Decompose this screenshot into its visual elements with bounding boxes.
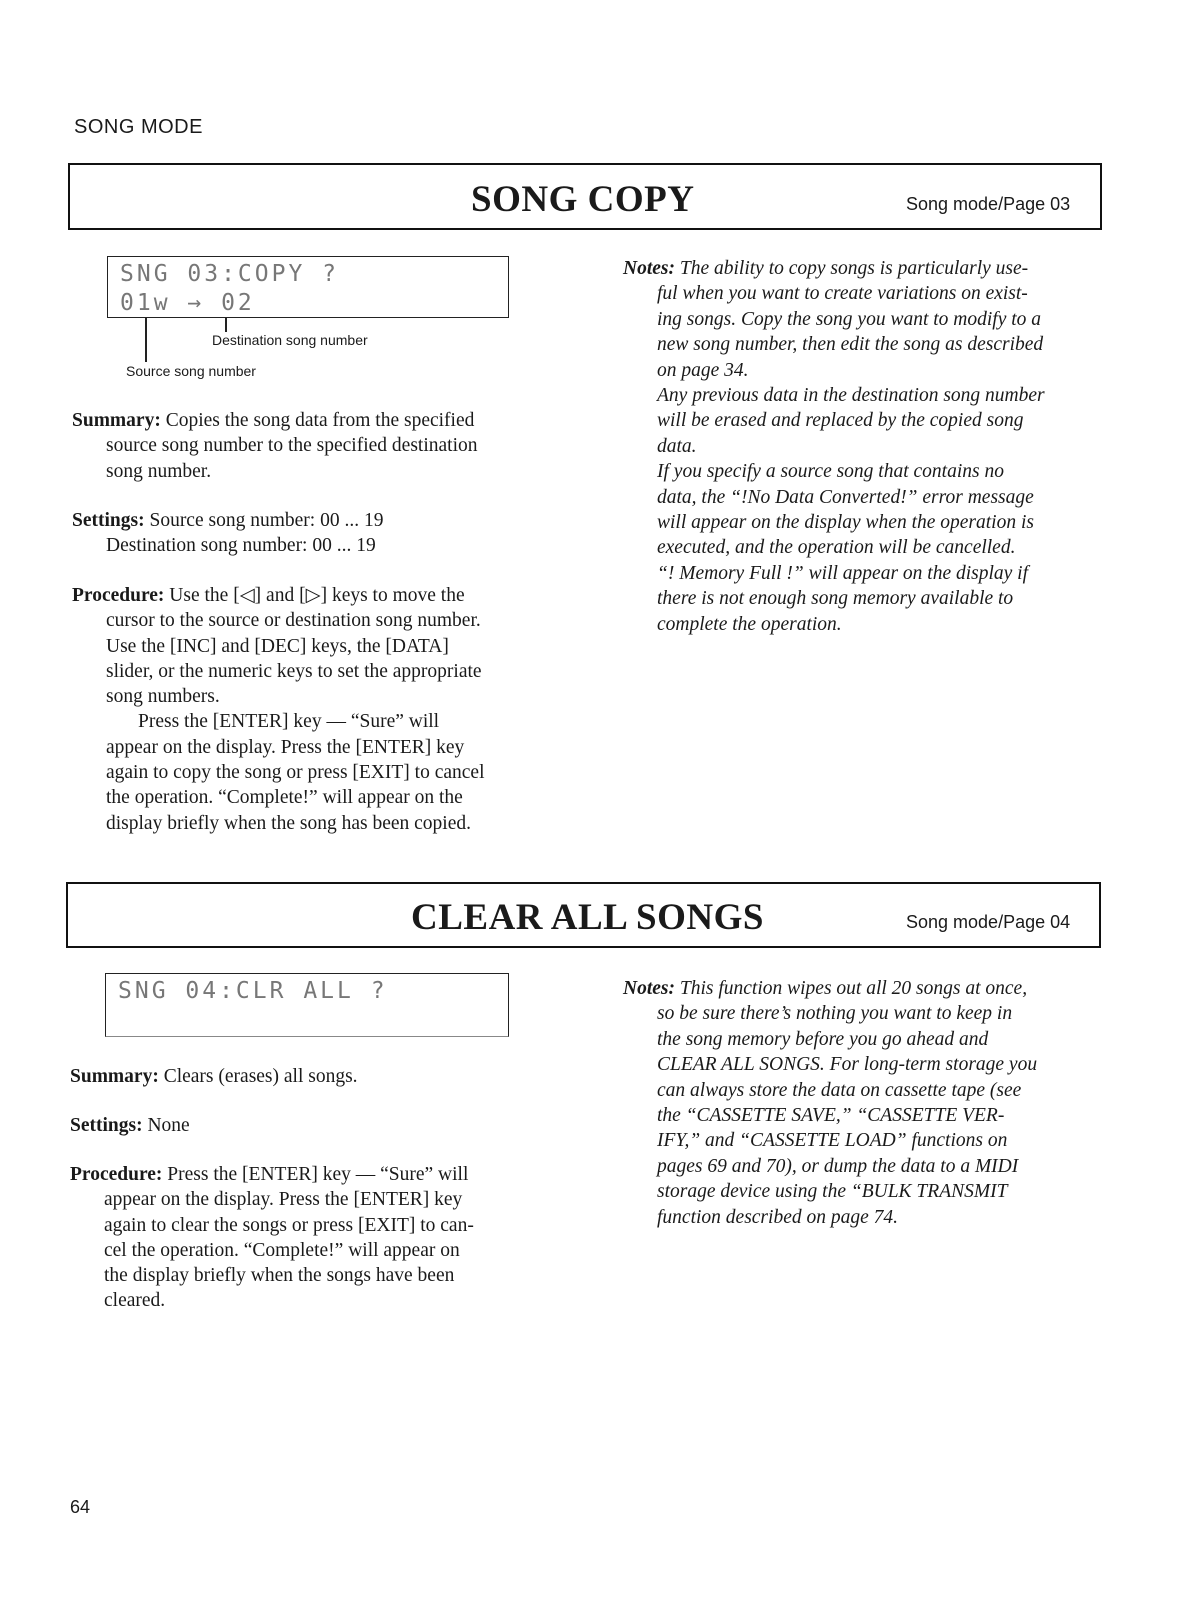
notes-line-5: Any previous data in the destination song number <box>657 385 1045 407</box>
running-header: SONG MODE <box>74 116 203 138</box>
lcd-line-2: 01w → 02 <box>120 290 255 316</box>
settings-line-1: Source song number: 00 ... 19 <box>149 510 384 531</box>
notes-line-8: If you specify a source song that contains no <box>657 461 1004 483</box>
summary-text: Clears (erases) all songs. <box>163 1066 358 1087</box>
notes-line-1: ful when you want to create variations on exist- <box>657 283 1028 305</box>
page-number: 64 <box>70 1497 91 1517</box>
procedure-line-1: appear on the display. Press the [ENTER] key <box>104 1189 463 1211</box>
procedure-line-8: again to copy the song or press [EXIT] to cancel <box>106 762 485 784</box>
lcd-line-1: SNG 03:COPY ? <box>120 261 340 287</box>
clear-all-page-ref: Song mode/Page 04 <box>906 912 1071 932</box>
song-copy-notes <box>623 256 1095 637</box>
song-copy-procedure <box>72 583 552 836</box>
procedure-line-6: Press the [ENTER] key — “Sure” will <box>138 711 440 733</box>
settings-label: Settings: <box>70 1115 143 1136</box>
notes-line-10: will appear on the display when the operation is <box>657 512 1034 534</box>
song-copy-title: SONG COPY <box>471 179 695 220</box>
procedure-label: Procedure: <box>70 1164 163 1185</box>
notes-line-6: IFY,” and “CASSETTE LOAD” functions on <box>657 1130 1008 1152</box>
procedure-line-9: the operation. “Complete!” will appear on the <box>106 787 463 809</box>
procedure-line-5: song numbers. <box>106 686 220 708</box>
settings-text: None <box>147 1115 190 1136</box>
source-callout-line <box>145 318 147 362</box>
clear-all-notes <box>623 976 1095 1230</box>
notes-label: Notes: <box>623 258 675 279</box>
notes-line-5: the “CASSETTE SAVE,” “CASSETTE VER- <box>657 1105 1005 1127</box>
destination-callout-line <box>225 318 227 332</box>
notes-line-9: data, the “!No Data Converted!” error message <box>657 486 1034 508</box>
notes-line-9: function described on page 74. <box>657 1206 898 1228</box>
notes-line-4: on page 34. <box>657 359 749 381</box>
procedure-line-1: Use the [◁] and [▷] keys to move the <box>169 585 465 606</box>
summary-label: Summary: <box>72 410 161 431</box>
notes-line-13: there is not enough song memory available to <box>657 588 1014 610</box>
notes-line-3: new song number, then edit the song as described <box>657 334 1044 356</box>
notes-line-1: so be sure there’s nothing you want to keep in <box>657 1003 1013 1025</box>
notes-line-2: ing songs. Copy the song you want to modify to a <box>657 308 1042 330</box>
notes-line-2: the song memory before you go ahead and <box>657 1028 989 1050</box>
summary-line-1: Copies the song data from the specified <box>165 410 475 431</box>
clear-all-procedure <box>70 1162 550 1314</box>
song-copy-page-ref: Song mode/Page 03 <box>906 194 1071 214</box>
procedure-line-3: Use the [INC] and [DEC] keys, the [DATA] <box>106 635 449 657</box>
lcd-line-1: SNG 04:CLR ALL ? <box>118 978 388 1004</box>
notes-line-12: “! Memory Full !” will appear on the display if <box>657 562 1029 584</box>
clear-all-title: CLEAR ALL SONGS <box>411 897 764 938</box>
procedure-line-4: the display briefly when the songs have been <box>104 1265 455 1287</box>
notes-label: Notes: <box>623 978 675 999</box>
notes-line-7: pages 69 and 70), or dump the data to a MIDI <box>657 1155 1019 1177</box>
summary-line-3: song number. <box>106 460 212 482</box>
song-copy-summary <box>72 408 552 484</box>
procedure-line-2: again to clear the songs or press [EXIT] to can- <box>104 1214 474 1236</box>
clear-all-lcd-display <box>105 973 509 1037</box>
settings-label: Settings: <box>72 510 145 531</box>
procedure-line-3: cel the operation. “Complete!” will appear on <box>104 1239 460 1261</box>
procedure-first-line: Press the [ENTER] key — “Sure” will <box>167 1164 469 1185</box>
settings-line-2: Destination song number: 00 ... 19 <box>106 535 376 557</box>
notes-first-line: The ability to copy songs is particularly use- <box>679 258 1029 279</box>
clear-all-summary <box>70 1064 550 1089</box>
destination-callout-label: Destination song number <box>212 332 368 348</box>
notes-first-line: This function wipes out all 20 songs at once, <box>679 978 1028 999</box>
procedure-line-10: display briefly when the song has been copied. <box>106 812 471 834</box>
procedure-line-5: cleared. <box>104 1290 166 1312</box>
procedure-line-4: slider, or the numeric keys to set the appropriate <box>106 660 482 682</box>
notes-line-3: CLEAR ALL SONGS. For long-term storage you <box>657 1054 1038 1076</box>
summary-label: Summary: <box>70 1066 159 1087</box>
procedure-line-2: cursor to the source or destination song number. <box>106 610 481 632</box>
song-copy-settings <box>72 508 552 559</box>
procedure-line-7: appear on the display. Press the [ENTER] key <box>106 736 465 758</box>
clear-all-settings <box>70 1113 550 1138</box>
song-copy-lcd-display <box>107 256 509 318</box>
notes-line-8: storage device using the “BULK TRANSMIT <box>657 1181 1008 1203</box>
notes-line-6: will be erased and replaced by the copied song <box>657 410 1024 432</box>
summary-line-2: source song number to the specified destination <box>106 435 478 457</box>
notes-line-14: complete the operation. <box>657 613 842 635</box>
notes-line-4: can always store the data on cassette tape (see <box>657 1079 1022 1101</box>
procedure-label: Procedure: <box>72 585 165 606</box>
notes-line-7: data. <box>657 435 697 457</box>
source-callout-label: Source song number <box>126 363 256 379</box>
notes-line-11: executed, and the operation will be cancelled. <box>657 537 1016 559</box>
